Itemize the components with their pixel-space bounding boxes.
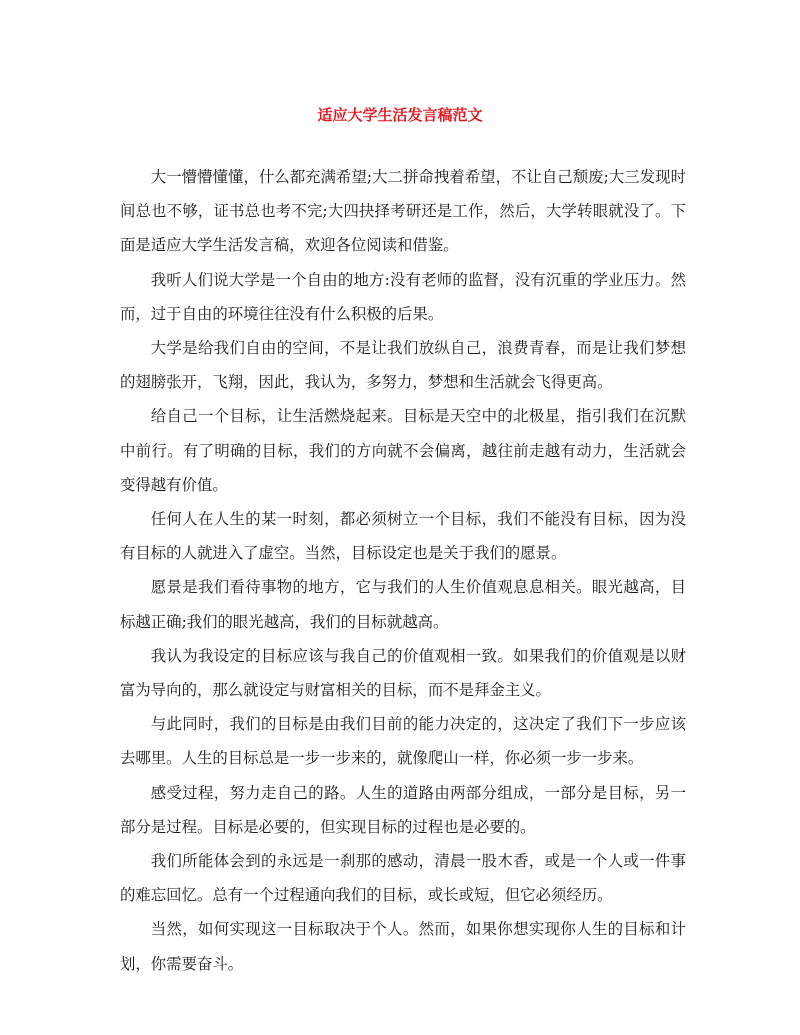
- paragraph: 任何人在人生的某一时刻，都必须树立一个目标，我们不能没有目标，因为没有目标的人就进入了虚空。当然，目标设定也是关于我们的愿景。: [120, 510, 686, 563]
- paragraph: 与此同时，我们的目标是由我们目前的能力决定的，这决定了我们下一步应该去哪里。人生的目标总是一步一步来的，就像爬山一样，你必须一步一步来。: [120, 715, 686, 768]
- document-body: [120, 160, 686, 981]
- paragraph: 我听人们说大学是一个自由的地方:没有老师的监督，没有沉重的学业压力。然而，过于自由的环境往往没有什么积极的后果。: [120, 270, 686, 323]
- paragraph: 大学是给我们自由的空间，不是让我们放纵自己，浪费青春，而是让我们梦想的翅膀张开，飞翔，因此，我认为，多努力，梦想和生活就会飞得更高。: [120, 339, 686, 392]
- paragraph: 愿景是我们看待事物的地方，它与我们的人生价值观息息相关。眼光越高，目标越正确;我们的眼光越高，我们的目标就越高。: [120, 578, 686, 631]
- paragraph: 当然，如何实现这一目标取决于个人。然而，如果你想实现你人生的目标和计划，你需要奋斗。: [120, 920, 686, 973]
- paragraph: 我们所能体会到的永远是一刹那的感动，清晨一股木香，或是一个人或一件事的难忘回忆。总有一个过程通向我们的目标，或长或短，但它必须经历。: [120, 852, 686, 905]
- document-title: 适应大学生活发言稿范文: [317, 106, 483, 124]
- paragraph: 感受过程，努力走自己的路。人生的道路由两部分组成，一部分是目标，另一部分是过程。目标是必要的，但实现目标的过程也是必要的。: [120, 783, 686, 836]
- paragraph: 大一懵懵懂懂，什么都充满希望;大二拼命拽着希望，不让自己颓废;大三发现时间总也不够，证书总也考不完;大四抉择考研还是工作，然后，大学转眼就没了。下面是适应大学生活发言稿，欢迎各位阅读和借鉴。: [120, 168, 686, 255]
- paragraph: 给自己一个目标，让生活燃烧起来。目标是天空中的北极星，指引我们在沉默中前行。有了明确的目标，我们的方向就不会偏离，越往前走越有动力，生活就会变得越有价值。: [120, 407, 686, 494]
- paragraph: 我认为我设定的目标应该与我自己的价值观相一致。如果我们的价值观是以财富为导向的，那么就设定与财富相关的目标，而不是拜金主义。: [120, 646, 686, 700]
